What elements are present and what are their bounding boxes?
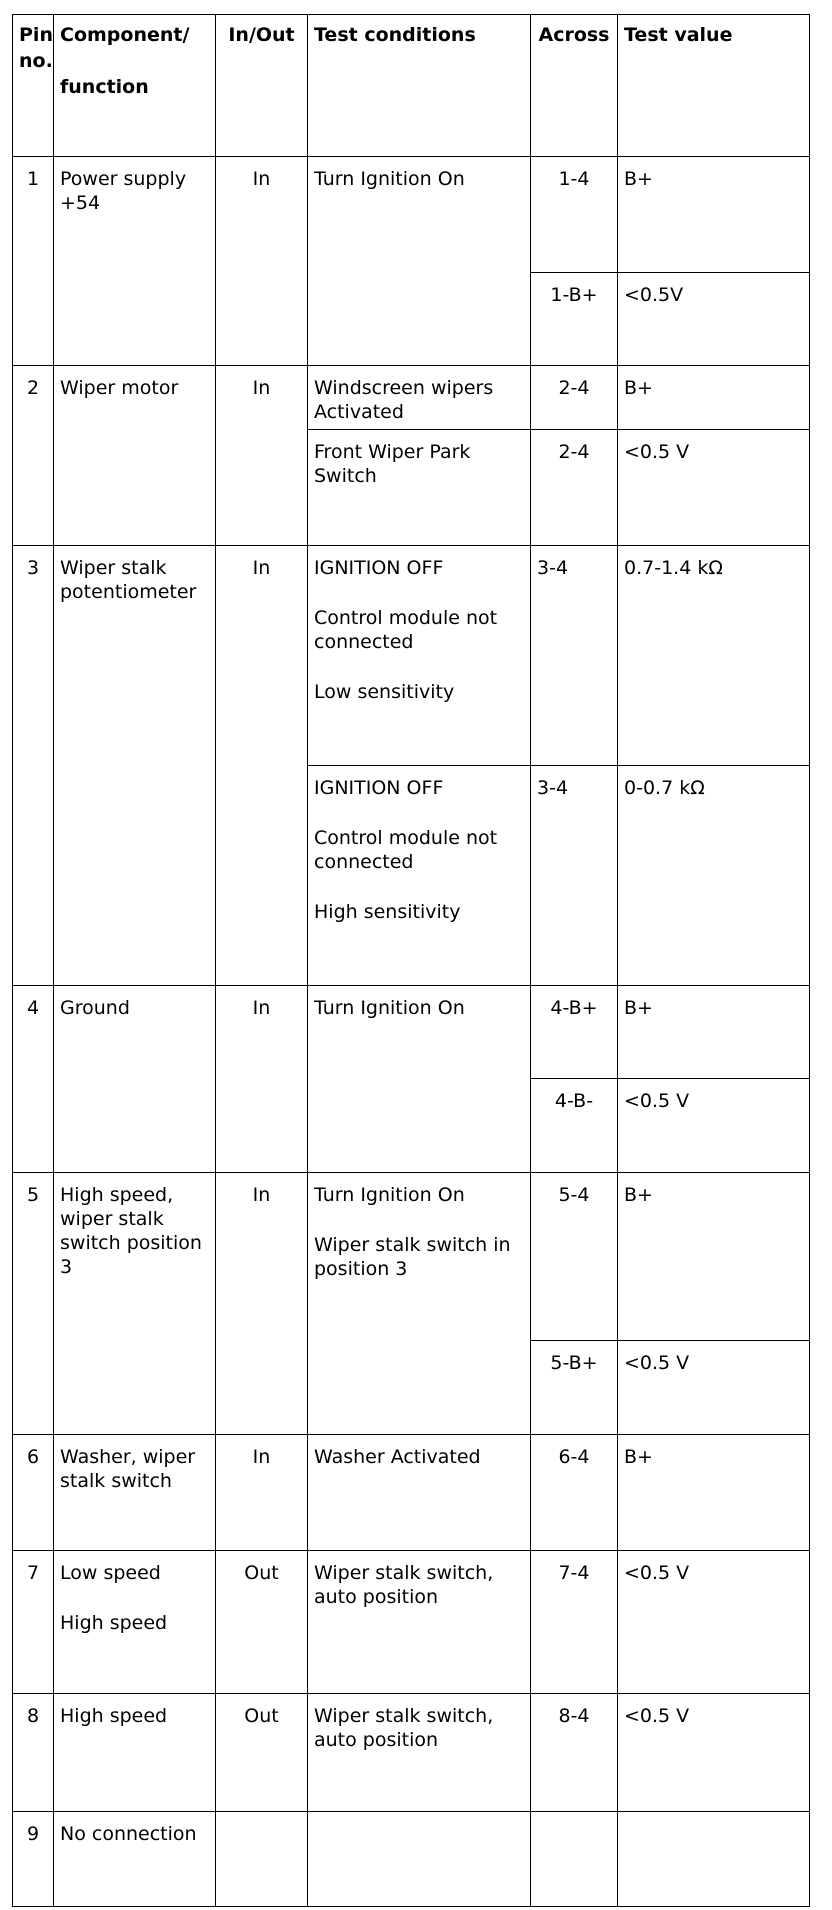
across-cell: 3-4 [531, 546, 618, 766]
condition-line: High sensitivity [314, 901, 461, 923]
condition-line: IGNITION OFF [314, 557, 444, 579]
value-cell: B+ [618, 366, 810, 430]
table-row [13, 1812, 810, 1907]
inout-cell: In [216, 366, 308, 546]
header-across: Across [531, 15, 618, 157]
condition-cell: Turn Ignition On [308, 157, 531, 366]
document [12, 14, 809, 1907]
inout-cell: In [216, 546, 308, 986]
value-cell [618, 1812, 810, 1907]
condition-cell [308, 766, 531, 986]
inout-cell: In [216, 1173, 308, 1435]
header-pin [13, 15, 54, 157]
condition-cell: Wiper stalk switch, auto position [308, 1551, 531, 1694]
component-cell: Washer, wiper stalk switch [54, 1435, 216, 1551]
component-line: High speed [60, 1612, 168, 1634]
table-row [13, 986, 810, 1079]
across-cell: 7-4 [531, 1551, 618, 1694]
inout-cell [216, 1812, 308, 1907]
value-cell: B+ [618, 1173, 810, 1341]
header-row [13, 15, 810, 157]
value-cell: <0.5V [618, 273, 810, 366]
condition-line: Low sensitivity [314, 681, 455, 703]
pin-number: 5 [13, 1173, 54, 1435]
pin-number: 7 [13, 1551, 54, 1694]
value-cell: <0.5 V [618, 430, 810, 546]
condition-line: Control module not connected [314, 827, 498, 873]
inout-cell: In [216, 986, 308, 1173]
pin-test-table [12, 14, 810, 1907]
pin-number: 1 [13, 157, 54, 366]
condition-line: Wiper stalk switch in position 3 [314, 1234, 511, 1280]
component-cell [54, 1551, 216, 1694]
component-cell: High speed, wiper stalk switch position 3 [54, 1173, 216, 1435]
header-conditions: Test conditions [308, 15, 531, 157]
table-row [13, 366, 810, 430]
component-line: Low speed [60, 1562, 161, 1584]
across-cell: 2-4 [531, 366, 618, 430]
across-cell: 3-4 [531, 766, 618, 986]
pin-number: 6 [13, 1435, 54, 1551]
value-cell: <0.5 V [618, 1551, 810, 1694]
header-value: Test value [618, 15, 810, 157]
table-row [13, 1694, 810, 1812]
pin-number: 8 [13, 1694, 54, 1812]
header-pin-line1: Pin [19, 24, 53, 46]
component-cell: High speed [54, 1694, 216, 1812]
across-cell: 4-B- [531, 1079, 618, 1173]
value-cell: 0.7-1.4 kΩ [618, 546, 810, 766]
value-cell: 0-0.7 kΩ [618, 766, 810, 986]
header-pin-line2: no. [19, 50, 53, 72]
value-cell: <0.5 V [618, 1079, 810, 1173]
header-component [54, 15, 216, 157]
value-cell: B+ [618, 986, 810, 1079]
across-cell: 5-B+ [531, 1341, 618, 1435]
condition-cell [308, 546, 531, 766]
across-cell: 2-4 [531, 430, 618, 546]
condition-cell [308, 1173, 531, 1435]
condition-cell: Wiper stalk switch, auto position [308, 1694, 531, 1812]
table-row [13, 546, 810, 766]
component-cell: No connection [54, 1812, 216, 1907]
condition-cell [308, 1812, 531, 1907]
component-cell: Wiper motor [54, 366, 216, 546]
pin-number: 9 [13, 1812, 54, 1907]
inout-cell: Out [216, 1551, 308, 1694]
across-cell: 1-4 [531, 157, 618, 273]
inout-cell: Out [216, 1694, 308, 1812]
across-cell: 8-4 [531, 1694, 618, 1812]
component-cell: Wiper stalk potentiometer [54, 546, 216, 986]
header-component-line1: Component/ [60, 24, 190, 46]
value-cell: B+ [618, 157, 810, 273]
table-row [13, 1551, 810, 1694]
inout-cell: In [216, 1435, 308, 1551]
table-row [13, 157, 810, 273]
condition-line: Turn Ignition On [314, 1184, 465, 1206]
header-component-line2: function [60, 76, 149, 98]
condition-cell: Windscreen wipers Activated [308, 366, 531, 430]
across-cell: 6-4 [531, 1435, 618, 1551]
pin-number: 2 [13, 366, 54, 546]
table-row [13, 1435, 810, 1551]
across-cell [531, 1812, 618, 1907]
pin-number: 3 [13, 546, 54, 986]
pin-number: 4 [13, 986, 54, 1173]
header-inout: In/Out [216, 15, 308, 157]
condition-cell: Washer Activated [308, 1435, 531, 1551]
table-row [13, 1173, 810, 1341]
value-cell: <0.5 V [618, 1341, 810, 1435]
condition-cell: Turn Ignition On [308, 986, 531, 1173]
across-cell: 4-B+ [531, 986, 618, 1079]
value-cell: B+ [618, 1435, 810, 1551]
value-cell: <0.5 V [618, 1694, 810, 1812]
condition-line: Control module not connected [314, 607, 498, 653]
across-cell: 1-B+ [531, 273, 618, 366]
condition-line: IGNITION OFF [314, 777, 444, 799]
across-cell: 5-4 [531, 1173, 618, 1341]
component-cell: Ground [54, 986, 216, 1173]
inout-cell: In [216, 157, 308, 366]
condition-cell: Front Wiper Park Switch [308, 430, 531, 546]
component-cell: Power supply +54 [54, 157, 216, 366]
